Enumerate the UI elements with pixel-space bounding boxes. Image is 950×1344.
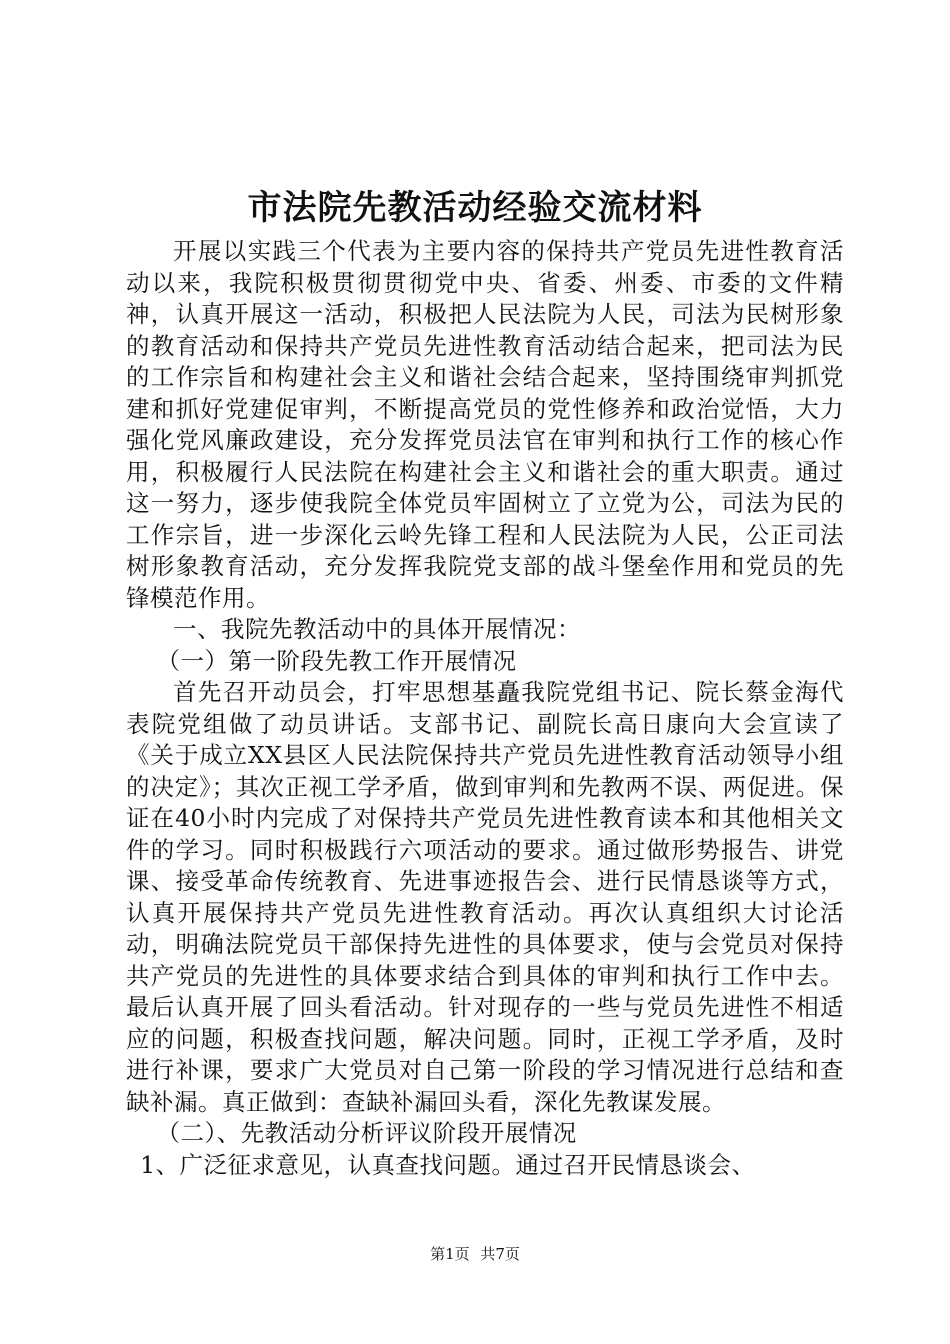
- page-footer: [0, 1244, 950, 1264]
- page-number: 第1页: [430, 1245, 470, 1263]
- page-total: 共7页: [480, 1245, 520, 1263]
- paragraph-stage-1: 首先召开动员会，打牢思想基矗我院党组书记、院长蔡金海代表院党组做了动员讲话。支部书记、副院长高日康向大会宣读了《关于成立XX县区人民法院保持共产党员先进性教育活动领导小组的决定》；其次正视工学矛盾，做到审判和先教两不误、两促进。保证在40小时内完成了对保持共产党员先进性教育读本和其他相关文件的学习。同时积极践行六项活动的要求。通过做形势报告、讲党课、接受革命传统教育、先进事迹报告会、进行民情恳谈等方式，认真开展保持共产党员先进性教育活动。再次认真组织大讨论活动，明确法院党员干部保持先进性的具体要求，使与会党员对保持共产党员的先进性的具体要求结合到具体的审判和执行工作中去。最后认真开展了回头看活动。针对现存的一些与党员先进性不相适应的问题，积极查找问题，解决问题。同时，正视工学矛盾，及时进行补课，要求广大党员对自己第一阶段的学习情况进行总结和查缺补漏。真正做到：查缺补漏回头看，深化先教谋发展。: [126, 678, 844, 1116]
- paragraph-item-1: 1、广泛征求意见，认真查找问题。通过召开民情恳谈会、: [140, 1150, 756, 1179]
- heading-section-1: 一、我院先教活动中的具体开展情况：: [173, 615, 581, 643]
- paragraph-intro: 开展以实践三个代表为主要内容的保持共产党员先进性教育活动以来，我院积极贯彻贯彻党中央、省委、州委、市委的文件精神，认真开展这一活动，积极把人民法院为人民，司法为民树形象的教育活动和保持共产党员先进性教育活动结合起来，把司法为民的工作宗旨和构建社会主义和谐社会结合起来，坚持围绕审判抓党建和抓好党建促审判，不断提高党员的党性修养和政治觉悟，大力强化党风廉政建设，充分发挥党员法官在审判和执行工作的核心作用，积极履行人民法院在构建社会主义和谐社会的重大职责。通过这一努力，逐步使我院全体党员牢固树立了立党为公，司法为民的工作宗旨，进一步深化云岭先锋工程和人民法院为人民，公正司法树形象教育活动，充分发挥我院党支部的战斗堡垒作用和党员的先锋模范作用。: [126, 237, 844, 612]
- heading-subsection-2: （二）、先教活动分析评议阶段开展情况: [156, 1119, 577, 1147]
- document-title: 市法院先教活动经验交流材料: [247, 188, 703, 228]
- document-body: [126, 236, 844, 1181]
- heading-subsection-1: （一）第一阶段先教工作开展情况: [156, 646, 517, 675]
